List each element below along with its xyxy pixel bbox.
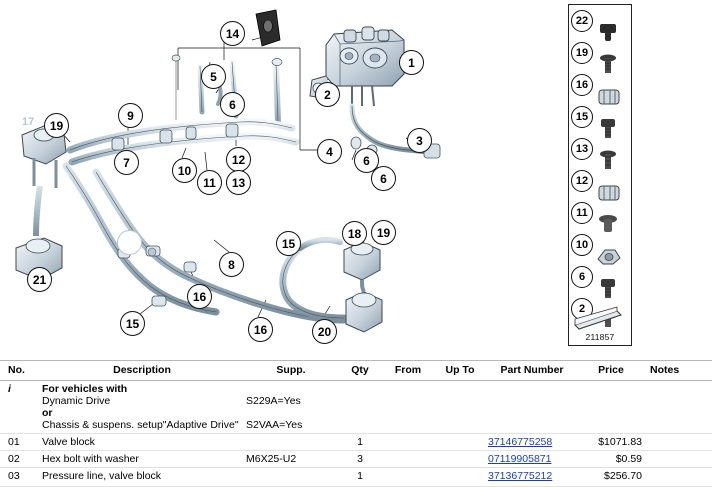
cell-upto xyxy=(434,381,486,434)
cell-no-text: 03 xyxy=(8,470,20,482)
desc-line: or xyxy=(42,407,53,419)
cell-part-number[interactable] xyxy=(486,434,578,451)
cell-upto-text xyxy=(436,470,484,484)
legend-number-6: 6 xyxy=(571,266,593,288)
legend-number-10: 10 xyxy=(571,234,593,256)
callout-16[interactable]: 16 xyxy=(187,284,212,309)
callout-19b[interactable]: 19 xyxy=(44,113,69,138)
cell-desc-text: Pressure line, valve block xyxy=(42,470,162,482)
callout-14[interactable]: 14 xyxy=(220,21,245,46)
legend-number-2: 2 xyxy=(571,298,593,320)
legend-row-22[interactable] xyxy=(569,5,631,37)
callout-6b[interactable]: 6 xyxy=(354,148,379,173)
wedge-icon xyxy=(569,305,629,331)
callout-13[interactable]: 13 xyxy=(226,170,251,195)
desc-line: Chassis & suspens. setup"Adaptive Drive" xyxy=(42,419,239,431)
cell-price-text: $256.70 xyxy=(604,470,642,482)
cell-supp xyxy=(244,434,338,451)
header-notes: Notes xyxy=(644,361,712,381)
cell-qty: 1 xyxy=(338,434,382,451)
header-price: Price xyxy=(578,361,644,381)
callout-20[interactable]: 20 xyxy=(312,319,337,344)
legend-row-19[interactable] xyxy=(569,37,631,69)
cell-notes-text xyxy=(650,470,710,484)
cell-from xyxy=(382,468,434,487)
header-part-number: Part Number xyxy=(486,361,578,381)
cell-description: Valve block xyxy=(40,434,244,451)
cell-price xyxy=(578,381,644,434)
cell-upto xyxy=(434,434,486,451)
legend-row-13[interactable] xyxy=(569,133,631,165)
cell-upto xyxy=(434,468,486,487)
figure-id: 211857 xyxy=(585,332,615,342)
callout-7[interactable]: 7 xyxy=(114,150,139,175)
callout-16b[interactable]: 16 xyxy=(248,317,273,342)
supp-line: S2VAA=Yes xyxy=(246,419,303,431)
cell-qty xyxy=(338,468,382,487)
cell-notes xyxy=(644,451,712,468)
callout-4[interactable]: 4 xyxy=(317,139,342,164)
callout-12[interactable]: 12 xyxy=(226,147,251,172)
bracket-14 xyxy=(256,10,280,46)
cell-no xyxy=(0,468,40,487)
header-description: Description xyxy=(40,361,244,381)
table-row[interactable] xyxy=(0,381,712,434)
callout-3[interactable]: 3 xyxy=(407,128,432,153)
parts-legend-column xyxy=(568,4,632,346)
legend-number-15: 15 xyxy=(571,106,593,128)
cell-price: $0.59 xyxy=(578,451,644,468)
cell-from xyxy=(382,451,434,468)
cell-part-number[interactable] xyxy=(486,451,578,468)
callout-6c[interactable]: 6 xyxy=(371,166,396,191)
cell-qty xyxy=(338,381,382,434)
callout-6[interactable]: 6 xyxy=(220,92,245,117)
legend-number-12: 12 xyxy=(571,170,593,192)
cell-supp xyxy=(244,468,338,487)
part-number-link[interactable]: 37146775258 xyxy=(488,436,553,448)
legend-row-15[interactable] xyxy=(569,101,631,133)
table-header-row xyxy=(0,361,712,381)
legend-row-10[interactable] xyxy=(569,229,631,261)
header-qty: Qty xyxy=(338,361,382,381)
cell-from xyxy=(382,434,434,451)
part-number-link[interactable]: 07119905871 xyxy=(488,453,552,465)
header-supp: Supp. xyxy=(244,361,338,381)
legend-number-11: 11 xyxy=(571,202,593,224)
cell-notes xyxy=(644,468,712,487)
pump-20 xyxy=(344,242,382,332)
header-upto: Up To xyxy=(434,361,486,381)
cell-qty-text: 1 xyxy=(357,470,363,482)
callout-19[interactable]: 19 xyxy=(371,220,396,245)
callout-18[interactable]: 18 xyxy=(342,221,367,246)
callout-15b[interactable]: 15 xyxy=(120,311,145,336)
figure-footer xyxy=(569,305,629,345)
cell-no: i xyxy=(0,381,40,434)
callout-15[interactable]: 15 xyxy=(276,231,301,256)
cell-price xyxy=(578,468,644,487)
supp-line: S229A=Yes xyxy=(246,395,301,407)
cell-from-text xyxy=(384,470,432,484)
cell-description xyxy=(40,468,244,487)
cell-no: 02 xyxy=(0,451,40,468)
table-row[interactable] xyxy=(0,451,712,468)
cell-upto xyxy=(434,451,486,468)
cell-supp xyxy=(244,381,338,434)
cell-price: $1071.83 xyxy=(578,434,644,451)
legend-row-11[interactable] xyxy=(569,197,631,229)
legend-row-12[interactable] xyxy=(569,165,631,197)
cell-from xyxy=(382,381,434,434)
header-from: From xyxy=(382,361,434,381)
callout-1[interactable]: 1 xyxy=(399,50,424,75)
callout-5[interactable]: 5 xyxy=(201,64,226,89)
callout-11[interactable]: 11 xyxy=(197,170,222,195)
reservoir-21 xyxy=(16,126,66,280)
callout-21[interactable]: 21 xyxy=(27,267,52,292)
cell-supp-text xyxy=(246,470,336,484)
parts-table-section xyxy=(0,360,680,482)
legend-number-19: 19 xyxy=(571,42,593,64)
cell-part-number xyxy=(486,468,578,487)
cell-part-number xyxy=(486,381,578,434)
part-number-link[interactable]: 37136775212 xyxy=(488,470,553,482)
legend-number-16: 16 xyxy=(571,74,593,96)
legend-row-6[interactable] xyxy=(569,261,631,293)
desc-line: Dynamic Drive xyxy=(42,395,111,407)
cell-no: 01 xyxy=(0,434,40,451)
legend-number-13: 13 xyxy=(571,138,593,160)
callout-2[interactable]: 2 xyxy=(315,82,340,107)
cell-notes xyxy=(644,381,712,434)
callout-9[interactable]: 9 xyxy=(118,103,143,128)
legend-row-16[interactable] xyxy=(569,69,631,101)
callout-8[interactable]: 8 xyxy=(219,252,244,277)
legend-number-22: 22 xyxy=(571,10,593,32)
table-row[interactable] xyxy=(0,468,712,487)
cell-qty: 3 xyxy=(338,451,382,468)
cell-description xyxy=(40,381,244,434)
cell-description: Hex bolt with washer xyxy=(40,451,244,468)
header-no: No. xyxy=(0,361,40,381)
cell-supp: M6X25-U2 xyxy=(244,451,338,468)
callout-10[interactable]: 10 xyxy=(172,158,197,183)
cell-notes xyxy=(644,434,712,451)
table-row[interactable] xyxy=(0,434,712,451)
desc-line: For vehicles with xyxy=(42,383,128,395)
parts-table xyxy=(0,360,712,487)
callout-17: 17 xyxy=(22,116,35,128)
callout-22[interactable] xyxy=(117,230,142,255)
